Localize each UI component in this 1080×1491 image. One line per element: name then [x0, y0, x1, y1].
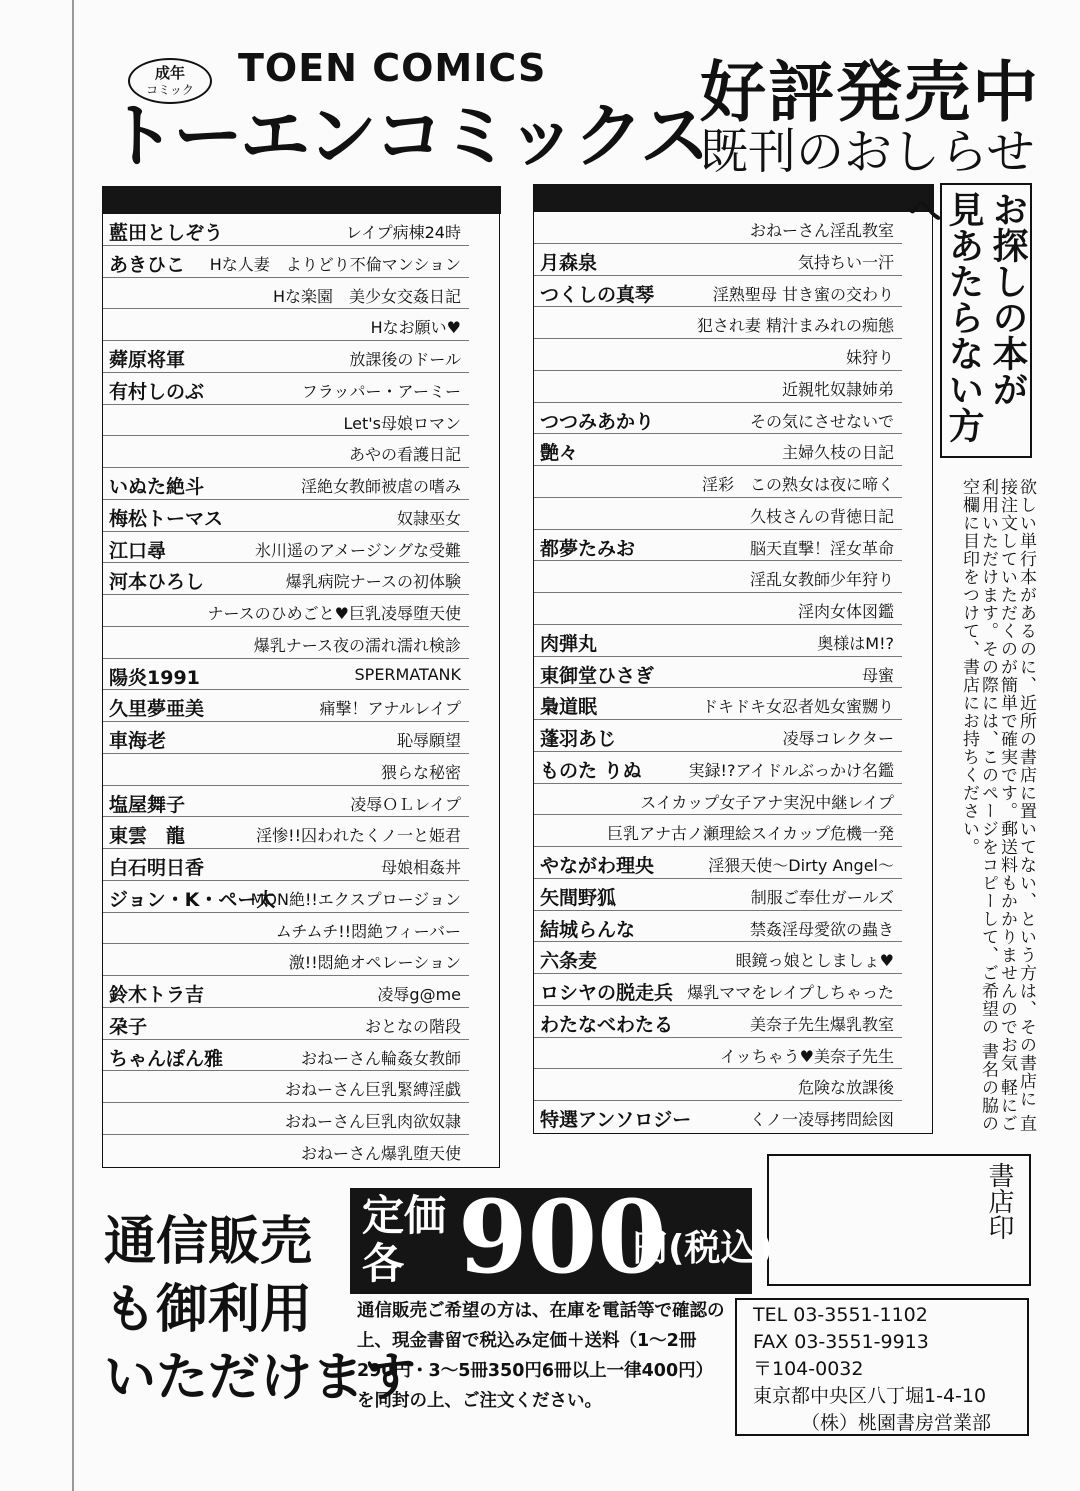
author-name: 都夢たみお — [540, 537, 636, 560]
book-title: 淫乱女教師少年狩り — [749, 570, 894, 590]
book-row — [534, 942, 902, 974]
author-name: つつみあかり — [540, 410, 655, 433]
book-row — [103, 563, 469, 595]
book-row — [534, 752, 902, 784]
book-row — [103, 405, 469, 437]
author-name: 久里夢亜美 — [109, 698, 205, 721]
book-title: 淫絶女教師被虐の嗜み — [300, 477, 461, 496]
book-row — [103, 532, 469, 564]
author-name: 蓬羽あじ — [540, 728, 617, 750]
book-title: イッちゃう♥美奈子先生 — [719, 1046, 894, 1066]
price-unit: 円(税込) — [632, 1228, 773, 1269]
book-row — [534, 307, 902, 339]
book-title: 母娘相姦丼 — [380, 858, 461, 877]
book-title: Let's母娘ロマン — [343, 413, 461, 433]
book-row — [534, 784, 902, 816]
author-name: ロシヤの脱走兵 — [540, 982, 674, 1004]
book-title: 制服ご奉仕ガールズ — [750, 887, 894, 907]
book-row — [103, 1071, 469, 1103]
book-row — [534, 911, 902, 943]
tel-number: TEL 03-3551-1102 — [753, 1304, 928, 1326]
book-title: Hな人妻 よりどり不倫マンション — [209, 254, 461, 274]
book-row — [103, 468, 469, 500]
book-title: おねーさん爆乳堕天使 — [300, 1143, 461, 1163]
book-title: 主婦久枝の日記 — [781, 443, 894, 463]
book-title: ナースのひめごと♥巨乳凌辱堕天使 — [207, 604, 461, 623]
book-title: 爆乳ママをレイプしちゃった — [687, 983, 894, 1002]
book-title: 禁姦淫母愛欲の蟲き — [749, 919, 894, 939]
book-title: 脳天直撃！淫女革命 — [749, 538, 894, 558]
note-line: 直接注文していただくのが簡単で確実です。郵送料もかかりませんのでお気 — [997, 478, 1036, 1133]
list-header-bar — [534, 184, 934, 212]
company-name: （株）桃園書房営業部 — [801, 1412, 992, 1434]
book-title: 気持ちい一汗 — [797, 252, 894, 272]
find-heading-line2: 見あたらない方へ — [901, 191, 984, 443]
book-row — [103, 944, 469, 976]
book-title: 危険な放課後 — [797, 1078, 894, 1098]
book-title: 奴隷巫女 — [396, 508, 461, 528]
author-name: つくしの真琴 — [540, 283, 655, 306]
author-name: 結城らんな — [540, 918, 636, 941]
mail-order-line2: も御利用 — [104, 1280, 313, 1340]
book-row — [103, 1008, 469, 1040]
bookstore-stamp-box — [767, 1154, 1031, 1286]
list-header-bar — [103, 186, 501, 214]
brand-jp: トーエンコミックス — [106, 95, 707, 177]
book-title: 奥様はM!? — [817, 633, 894, 653]
order-instructions: 通信販売ご希望の方は、在庫を電話等で確認の上、現金書留で税込み定価＋送料（1〜2冊290円・3〜5冊350円6冊以上一律400円）を同封の上、ご注文ください。 — [357, 1301, 725, 1411]
book-title: おねーさん巨乳肉欲奴隷 — [284, 1112, 461, 1131]
book-row — [103, 754, 469, 786]
book-row — [534, 879, 902, 911]
author-name: 車海老 — [109, 730, 167, 752]
book-title: 淫彩 この熟女は夜に啼く — [701, 475, 894, 494]
backlist-right — [533, 184, 933, 1134]
gutter-line — [72, 0, 74, 1491]
price-label-line1: 定価 — [362, 1191, 447, 1240]
author-name: 朶子 — [109, 1015, 148, 1038]
book-row — [103, 722, 469, 754]
mail-order-line1: 通信販売 — [104, 1212, 313, 1272]
book-title: 実録!?アイドルぶっかけ名鑑 — [688, 760, 894, 780]
postal-code: 〒104-0032 — [753, 1358, 864, 1380]
book-row — [534, 434, 902, 466]
author-name: やながわ理央 — [540, 855, 655, 877]
book-row — [534, 625, 902, 657]
book-row — [103, 373, 469, 405]
book-row — [103, 436, 469, 468]
price-amount: 900 — [458, 1178, 667, 1296]
fax-number: FAX 03-3551-9913 — [753, 1331, 929, 1353]
book-title: 激!!悶絶オペレーション — [288, 953, 461, 973]
book-row — [534, 593, 902, 625]
book-row — [534, 371, 902, 403]
book-row — [534, 974, 902, 1006]
author-name: 矢間野狐 — [540, 886, 617, 909]
book-row — [534, 498, 902, 530]
book-title: 巨乳アナ古ノ瀬理絵スイカップ危機一発 — [606, 824, 894, 844]
book-title: 妹狩り — [845, 348, 894, 367]
book-row — [103, 1135, 469, 1167]
author-name: 藍田としぞう — [109, 222, 224, 244]
book-row — [534, 339, 902, 371]
note-line: 欲しい単行本があるのに、近所の書店に置いてない、という方は、その書店に — [1016, 478, 1036, 1108]
book-title: 淫熟聖母 甘き蜜の交わり — [712, 284, 894, 304]
book-title: スイカップ女子アナ実況中継レイプ — [640, 792, 894, 812]
author-name: ものた りぬ — [540, 759, 642, 782]
book-row — [103, 976, 469, 1008]
book-row — [534, 1069, 902, 1101]
author-name: わたなべわたる — [540, 1013, 674, 1036]
book-title: おねーさん淫乱教室 — [749, 221, 894, 240]
stamp-label: 書店印 — [984, 1162, 1014, 1240]
book-title: 凌辱コレクター — [782, 729, 894, 748]
book-title: 母蜜 — [861, 665, 894, 685]
book-row — [534, 688, 902, 720]
book-row — [103, 1040, 469, 1072]
book-title: 爆乳ナース夜の濡れ濡れ検診 — [253, 635, 461, 655]
book-row — [534, 847, 902, 879]
book-title: 爆乳病院ナースの初体験 — [285, 572, 461, 592]
book-title: 痛撃！アナルレイプ — [319, 699, 461, 719]
book-title: ドキドキ女忍者処女蜜嬲り — [701, 697, 894, 717]
book-title: くノ一凌辱拷問絵図 — [749, 1110, 894, 1129]
book-title: おねーさん巨乳緊縛淫戯 — [284, 1080, 461, 1100]
book-title: 凌辱ＯＬレイプ — [350, 794, 461, 814]
book-title: Hな楽園 美少女交姦日記 — [272, 286, 461, 306]
book-title: レイプ病棟24時 — [345, 223, 461, 242]
book-row — [103, 690, 469, 722]
book-title: 近親牝奴隷姉弟 — [781, 379, 894, 399]
book-row — [534, 1006, 902, 1038]
author-name: 蕣原将軍 — [109, 349, 186, 371]
book-row — [534, 815, 902, 847]
book-title: MON絶!!エクスプロージョン — [250, 889, 461, 909]
seinen-label: 成年 — [154, 64, 185, 82]
book-row — [103, 817, 469, 849]
backlist-left — [102, 186, 500, 1168]
mail-order-line3: いただけます — [104, 1348, 417, 1408]
note-line: 書名の脇の空欄に目印をつけて、書店にお持ちください。 — [959, 478, 998, 1133]
book-row — [103, 786, 469, 818]
book-title: 美奈子先生爆乳教室 — [749, 1014, 894, 1034]
book-row — [534, 466, 902, 498]
book-title: 犯され妻 精汁まみれの痴態 — [696, 316, 894, 336]
book-title: Hなお願い♥ — [370, 318, 461, 338]
book-title: おねーさん輪姦女教師 — [300, 1048, 461, 1068]
price-label-line2: 各 — [362, 1239, 405, 1288]
author-name: 六条麦 — [540, 950, 598, 973]
on-sale-heading: 好評発売中 — [700, 54, 1040, 131]
book-row — [103, 913, 469, 945]
author-name: 梅松トーマス — [109, 507, 224, 530]
book-row — [103, 309, 469, 341]
author-name: 河本ひろし — [109, 571, 205, 594]
address: 東京都中央区八丁堀1-4-10 — [753, 1385, 987, 1407]
find-book-box — [901, 183, 1032, 458]
book-title: その気にさせないで — [749, 411, 894, 431]
book-row — [534, 720, 902, 752]
book-row — [534, 561, 902, 593]
book-title: 眼鏡っ娘としましょ♥ — [735, 951, 894, 971]
author-name: 東雲 龍 — [109, 825, 186, 848]
author-name: 江口尋 — [109, 539, 167, 562]
author-name: 肉弾丸 — [540, 632, 598, 655]
author-name: 鈴木トラ吉 — [109, 984, 205, 1006]
brand-en: TOEN COMICS — [238, 46, 547, 90]
book-row — [103, 214, 469, 246]
book-row — [103, 500, 469, 532]
author-name: 艶々 — [540, 442, 579, 465]
contact-box — [735, 1298, 1029, 1436]
book-title: 氷川遥のアメージングな受難 — [254, 540, 461, 560]
book-row — [534, 1038, 902, 1070]
book-title: SPERMATANK — [354, 664, 461, 684]
author-name: 陽炎1991 — [109, 666, 200, 689]
book-row — [103, 595, 469, 627]
book-row — [534, 276, 902, 308]
book-title: 淫猥天使〜Dirty Angel〜 — [708, 856, 894, 875]
backlist-heading: 既刊のおしらせ — [700, 124, 1035, 180]
author-name: ジョン・K・ペー太 — [109, 888, 276, 911]
author-name: 梟道眠 — [540, 696, 598, 719]
author-name: 有村しのぶ — [109, 380, 205, 403]
book-row — [103, 278, 469, 310]
author-name: 月森泉 — [540, 251, 598, 274]
find-book-note — [940, 478, 1035, 1138]
book-title: 淫惨!!囚われたくノ一と姫君 — [256, 826, 461, 846]
book-row — [103, 1103, 469, 1135]
book-title: 淫肉女体図鑑 — [797, 602, 894, 621]
book-row — [103, 246, 469, 278]
book-row — [103, 849, 469, 881]
book-row — [534, 530, 902, 562]
author-name: 特選アンソロジー — [540, 1109, 692, 1131]
book-row — [103, 659, 469, 691]
book-row — [534, 244, 902, 276]
book-title: 凌辱g@me — [377, 985, 461, 1004]
author-name: 塩屋舞子 — [109, 793, 186, 816]
author-name: 東御堂ひさぎ — [540, 664, 655, 687]
book-title: おとなの階段 — [364, 1016, 461, 1036]
book-title: 久枝さんの背徳日記 — [749, 506, 894, 526]
book-row — [103, 627, 469, 659]
book-row — [534, 212, 902, 244]
author-name: いぬた絶斗 — [109, 476, 205, 498]
book-title: ムチムチ!!悶絶フィーバー — [275, 921, 461, 941]
author-name: あきひこ — [109, 253, 186, 276]
book-row — [534, 403, 902, 435]
book-title: あやの看護日記 — [348, 445, 461, 465]
book-row — [534, 1101, 902, 1133]
book-title: 恥辱願望 — [396, 731, 461, 750]
find-heading-line1: お探しの本が — [987, 191, 1028, 407]
book-row — [103, 881, 469, 913]
book-row — [534, 657, 902, 689]
book-title: 猥らな秘密 — [380, 762, 461, 782]
comic-label: コミック — [146, 83, 194, 97]
note-line: 軽にご利用いただけます。その際には、このページをコピーして、ご希望の — [978, 478, 1017, 1133]
book-row — [103, 341, 469, 373]
author-name: 白石明日香 — [109, 857, 205, 879]
book-title: フラッパー・アーミー — [301, 381, 461, 401]
author-name: ちゃんぽん雅 — [109, 1047, 224, 1070]
book-title: 放課後のドール — [349, 350, 461, 369]
